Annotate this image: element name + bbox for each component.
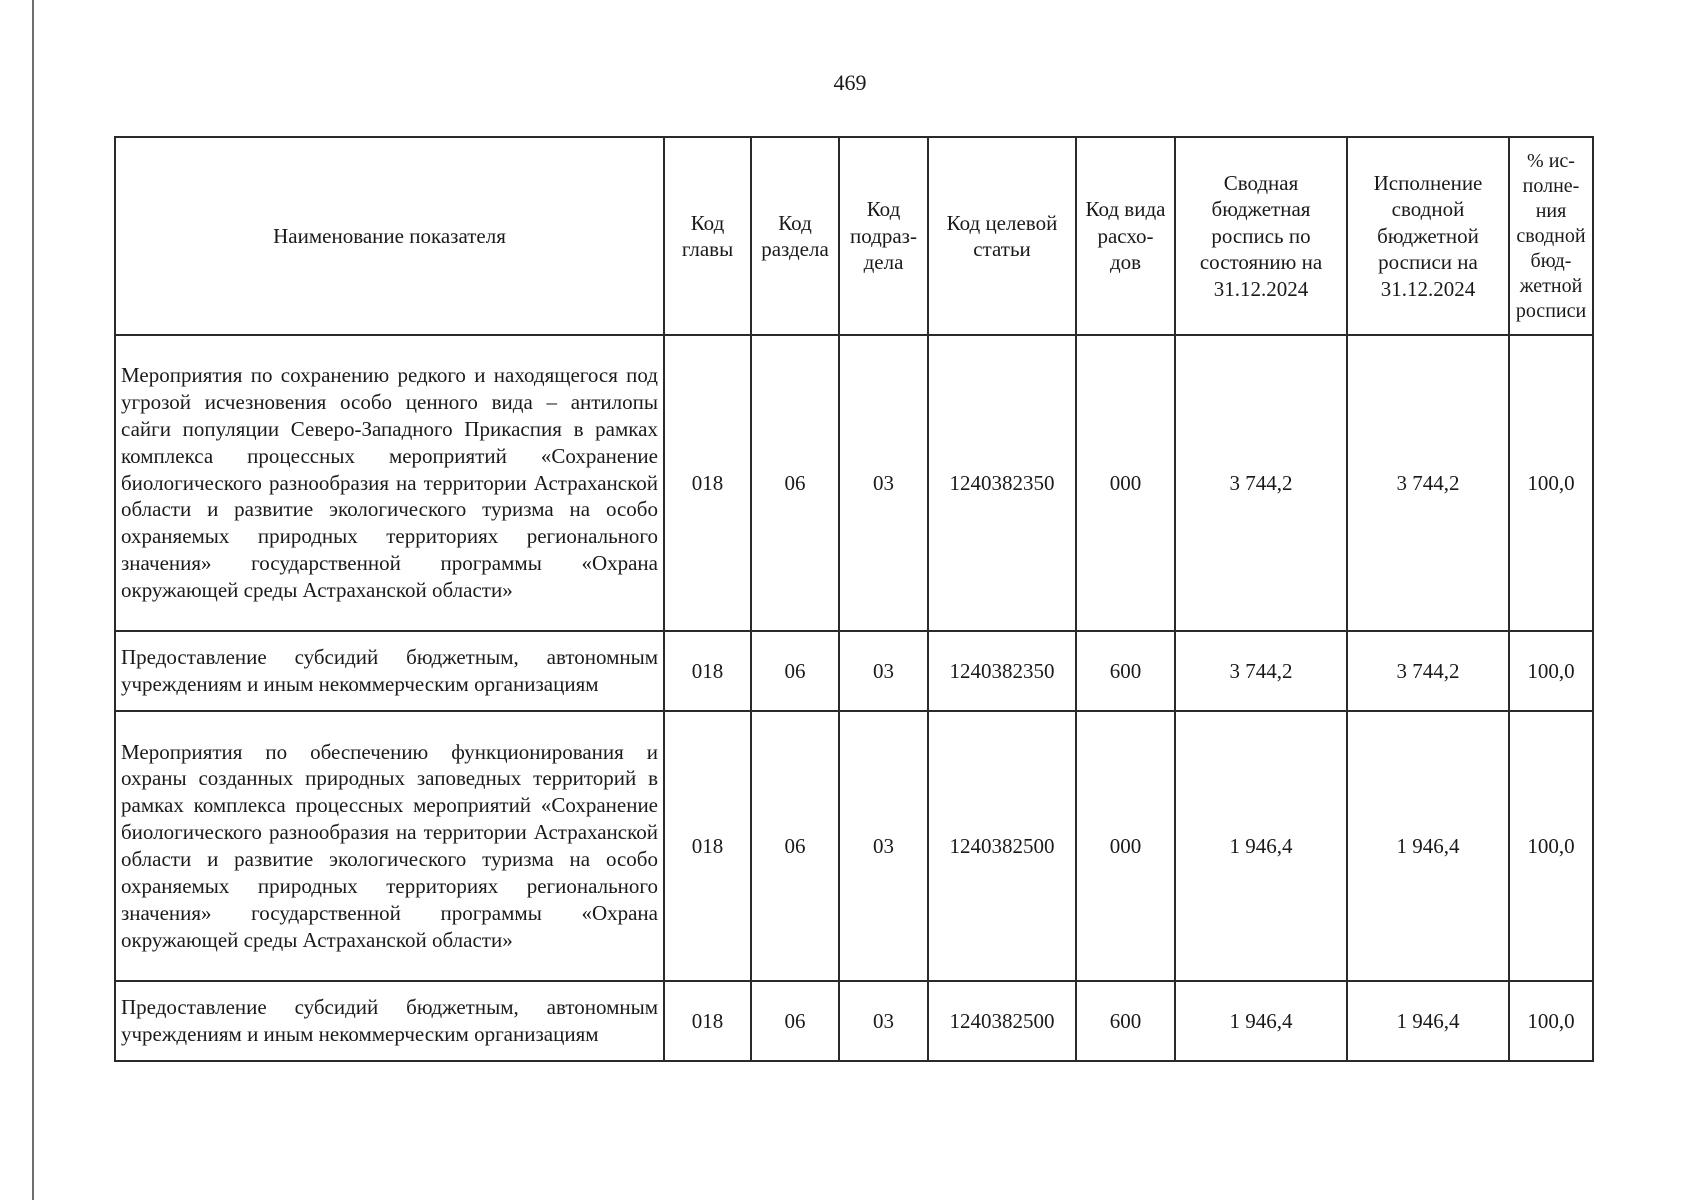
row-subsection-code: 03: [839, 631, 928, 711]
row-budget-plan: 3 744,2: [1175, 631, 1347, 711]
row-budget-plan: 1 946,4: [1175, 711, 1347, 981]
binding-margin-line: [32, 0, 34, 1200]
row-section-code: 06: [751, 981, 839, 1061]
row-subsection-code: 03: [839, 981, 928, 1061]
row-name: Предоставление субсидий бюджетным, автономным учреждениям и иным некоммерческим организациям: [115, 981, 664, 1061]
row-expense-type-code: 600: [1076, 631, 1175, 711]
row-budget-plan: 3 744,2: [1175, 335, 1347, 631]
header-budget-plan: Сводная бюджетная роспись по состоянию на 31.12.2024: [1175, 137, 1347, 335]
row-budget-execution: 1 946,4: [1347, 981, 1509, 1061]
header-budget-execution: Исполнение сводной бюджетной росписи на 31.12.2024: [1347, 137, 1509, 335]
header-target-code: Код целевой статьи: [928, 137, 1076, 335]
row-name: Мероприятия по сохранению редкого и находящегося под угрозой исчезновения особо ценного вида – антилопы сайги популяции Северо-Западного Прикаспия в рамках комплекса процессных мероприятий «Сохранение биологического разнообразия на территории Астраханской области и развитие экологического туризма на особо охраняемых природных территориях регионального значения» государственной программы «Охрана окружающей среды Астраханской области»: [115, 335, 664, 631]
row-execution-percent: 100,0: [1509, 981, 1593, 1061]
row-budget-plan: 1 946,4: [1175, 981, 1347, 1061]
row-section-code: 06: [751, 711, 839, 981]
table-row: [115, 981, 1593, 1061]
row-execution-percent: 100,0: [1509, 631, 1593, 711]
header-execution-percent: % ис-полне-ния сводной бюд-жетной росписи: [1509, 137, 1593, 335]
row-chapter-code: 018: [664, 631, 751, 711]
row-target-code: 1240382500: [928, 981, 1076, 1061]
row-target-code: 1240382500: [928, 711, 1076, 981]
header-name: Наименование показателя: [115, 137, 664, 335]
row-execution-percent: 100,0: [1509, 711, 1593, 981]
page-number: 469: [833, 70, 867, 95]
row-chapter-code: 018: [664, 335, 751, 631]
row-expense-type-code: 000: [1076, 711, 1175, 981]
row-expense-type-code: 600: [1076, 981, 1175, 1061]
row-subsection-code: 03: [839, 335, 928, 631]
header-subsection-code: Код подраз-дела: [839, 137, 928, 335]
row-budget-execution: 3 744,2: [1347, 631, 1509, 711]
row-section-code: 06: [751, 335, 839, 631]
table-header: [115, 137, 1593, 335]
header-expense-type-code: Код вида расхо-дов: [1076, 137, 1175, 335]
table-row: [115, 631, 1593, 711]
row-budget-execution: 3 744,2: [1347, 335, 1509, 631]
header-chapter-code: Код главы: [664, 137, 751, 335]
row-chapter-code: 018: [664, 711, 751, 981]
table-body: [115, 335, 1593, 1061]
row-target-code: 1240382350: [928, 335, 1076, 631]
row-execution-percent: 100,0: [1509, 335, 1593, 631]
row-chapter-code: 018: [664, 981, 751, 1061]
row-name: Предоставление субсидий бюджетным, автономным учреждениям и иным некоммерческим организациям: [115, 631, 664, 711]
row-budget-execution: 1 946,4: [1347, 711, 1509, 981]
row-expense-type-code: 000: [1076, 335, 1175, 631]
table-row: [115, 711, 1593, 981]
row-name: Мероприятия по обеспечению функционирования и охраны созданных природных заповедных территорий в рамках комплекса процессных мероприятий «Сохранение биологического разнообразия на территории Астраханской области и развитие экологического туризма на особо охраняемых природных территориях регионального значения» государственной программы «Охрана окружающей среды Астраханской области»: [115, 711, 664, 981]
row-subsection-code: 03: [839, 711, 928, 981]
header-section-code: Код раздела: [751, 137, 839, 335]
row-section-code: 06: [751, 631, 839, 711]
budget-execution-table: [114, 136, 1594, 1062]
table-row: [115, 335, 1593, 631]
header-row: [115, 137, 1593, 335]
row-target-code: 1240382350: [928, 631, 1076, 711]
